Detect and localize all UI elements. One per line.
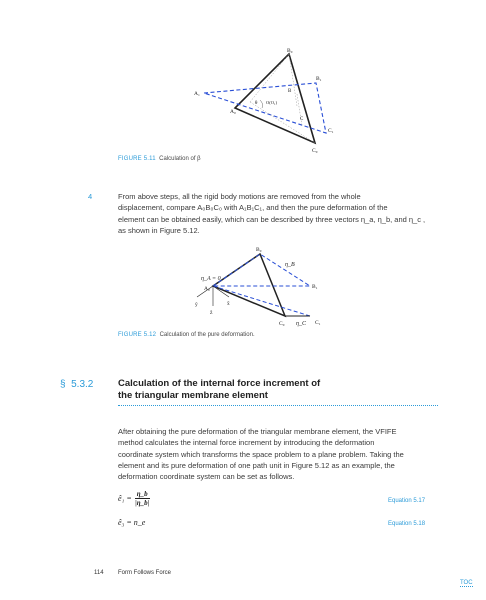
label-b0: B₀ [287, 48, 293, 54]
label-eta-a: η_A = 0 [201, 276, 221, 282]
equation-label: Equation 5.17 [388, 498, 426, 504]
text-line: element can be obtained easily, which can be described by three vectors η_a, η_b, and η_c , [118, 214, 426, 224]
label-z: ẑ [210, 310, 213, 316]
page-number: 114 [94, 570, 104, 576]
equation-lhs: ê₁ = [118, 494, 132, 503]
label-eta-b: η_B [285, 262, 295, 268]
label-c0: C₀ [312, 148, 318, 154]
label-a1: A₁ [194, 91, 200, 97]
label-theta: θ [255, 101, 258, 106]
helper-line [250, 54, 289, 102]
label-b1: B₁ [316, 76, 322, 82]
angle-arc [260, 100, 263, 108]
equation-label: Equation 5.18 [388, 521, 426, 527]
figure-5-12-caption [118, 332, 255, 338]
text-line: displacement, compare A₀B₀C₀ with A₁B₁C₁, and then the pure deformation of the [118, 203, 388, 213]
label-origin: O(O₁) [266, 100, 278, 105]
triangle-a1b1c1-dashed [204, 83, 326, 133]
section-number [60, 379, 93, 390]
caption-label: FIGURE 5.11 [118, 156, 156, 162]
figure-5-12 [195, 242, 340, 330]
equation-denominator: |η_b| [135, 499, 150, 507]
label-eta-c: η_C [296, 321, 306, 327]
title-line: the triangular membrane element [118, 390, 268, 401]
equation-numerator: η_b [136, 490, 148, 498]
label-a0: A₀ [204, 286, 210, 292]
step-number: 4 [88, 192, 93, 201]
label-b: B [288, 89, 292, 94]
section-symbol: § [60, 379, 66, 390]
figure-5-11-caption [118, 156, 201, 162]
book-title: Form Follows Force [118, 570, 172, 576]
label-y: ŷ [195, 302, 198, 308]
label-b1: B₁ [312, 284, 318, 290]
text-line: From above steps, all the rigid body motions are removed from the whole [118, 192, 361, 201]
label-c1: C₁ [328, 128, 334, 134]
figure-5-11 [190, 42, 340, 157]
label-c1: C₁ [315, 320, 321, 326]
body-paragraph [118, 426, 443, 482]
label-c0: C₀ [279, 321, 285, 327]
text-line: coordinate system which transforms the space problem to a plane problem. Taking the [118, 449, 404, 459]
step-4-text [118, 191, 438, 236]
label-c: C [300, 117, 304, 122]
label-x: x̂ [227, 301, 230, 307]
toc-link[interactable]: TOC [460, 580, 473, 586]
equation-fraction [135, 490, 150, 507]
section-number-text: 5.3.2 [71, 379, 94, 390]
title-line: Calculation of the internal force increment of [118, 378, 321, 389]
equation-5-18: ê₃ = n_e [118, 518, 146, 527]
label-b0: B₀ [256, 247, 262, 253]
equation-5-17 [118, 490, 150, 507]
text-line: After obtaining the pure deformation of the triangular membrane element, the VFIFE [118, 427, 397, 436]
triangle-a0b0c0 [235, 54, 315, 143]
text-line: as shown in Figure 5.12. [118, 225, 200, 235]
section-title [118, 378, 320, 402]
caption-text: Calculation of the pure deformation. [159, 332, 255, 338]
text-line: method calculates the internal force increment by introducing the deformation [118, 438, 375, 448]
text-line: deformation coordinate system can be set as follows. [118, 472, 295, 482]
caption-label: FIGURE 5.12 [118, 332, 157, 338]
section-divider [118, 405, 438, 406]
caption-text: Calculation of β [159, 156, 201, 162]
label-a0: A₀ [230, 109, 236, 115]
text-line: element and its pure deformation of one path unit in Figure 5.12 as an example, the [118, 460, 395, 470]
